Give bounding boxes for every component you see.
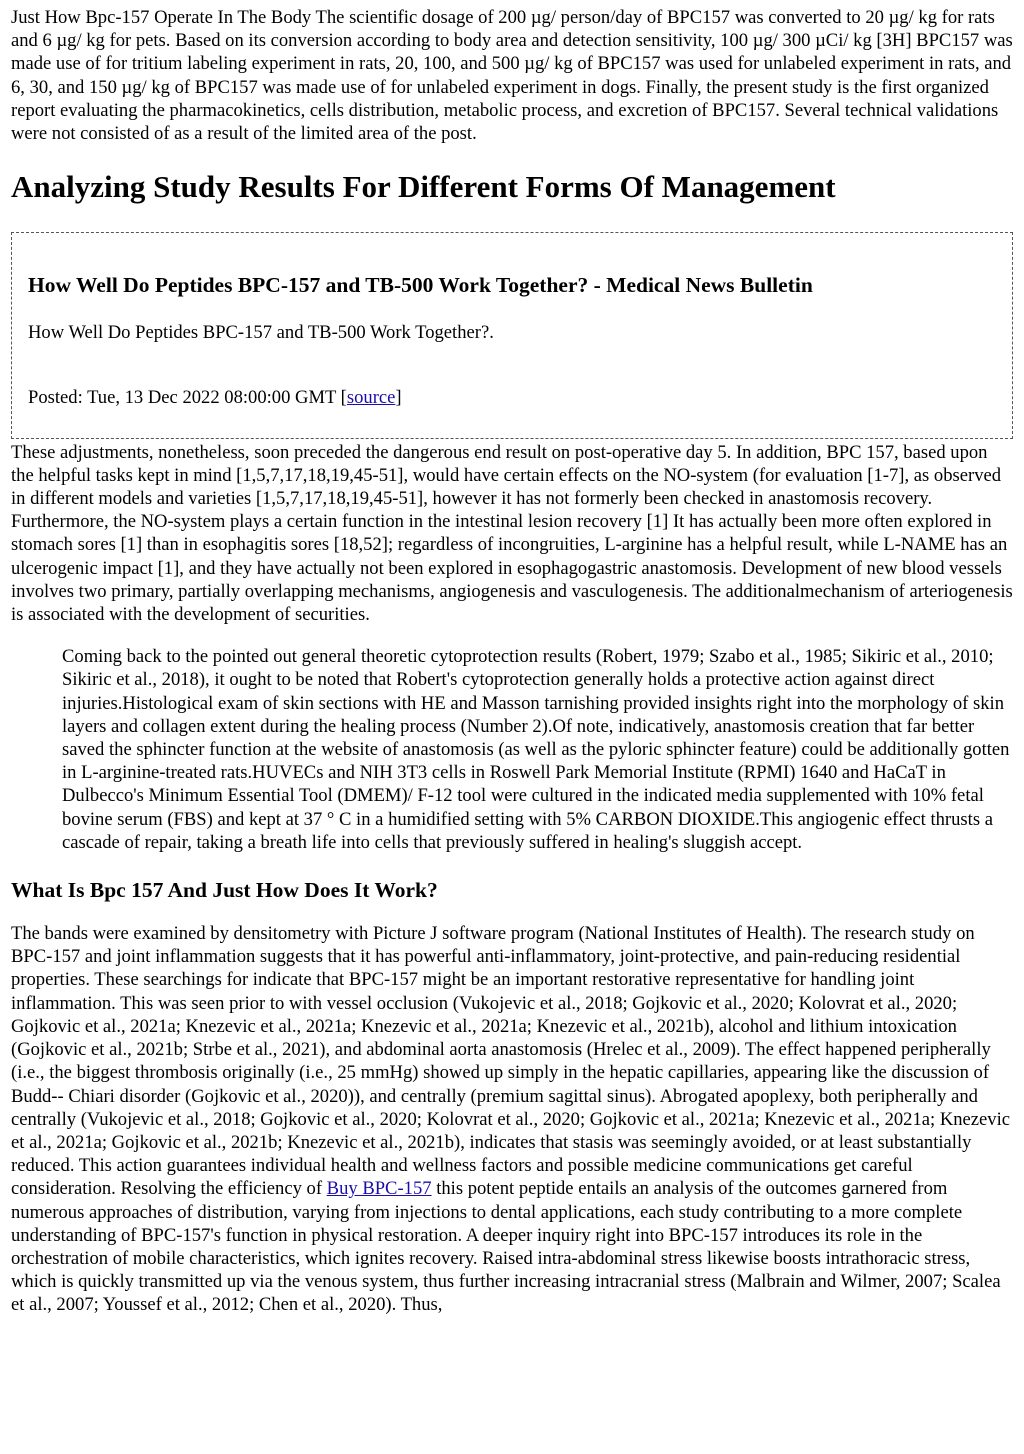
body-paragraph-with-link xyxy=(11,922,1013,1316)
block-quote: Coming back to the pointed out general theoretic cytoprotection results (Robert, 1979; Szabo et al., 1985; Sikiric et al., 2010; Sikiric et al., 2018), it ought to be noted that Robert's cytoprotection generally holds a protective action against direct injuries.Histological exam of skin sections with HE and Masson tarnishing provided insights right into the morphology of skin layers and collagen extent during the healing process (Number 2).Of note, indicatively, anastomosis creation that far better saved the sphincter function at the website of anastomosis (as well as the pyloric sphincter feature) could be additionally gotten in L-arginine-treated rats.HUVECs and NIH 3T3 cells in Roswell Park Memorial Institute (RPMI) 1640 and HaCaT in Dulbecco's Minimum Essential Tool (DMEM)/ F-12 tool were cultured in the indicated media supplemented with 10% fetal bovine serum (FBS) and kept at 37 ° C in a humidified setting with 5% CARBON DIOXIDE.This angiogenic effect thrusts a cascade of repair, taking a breath life into cells that previously suffered in healing's sluggish accept. xyxy=(62,646,1010,853)
news-card-title: How Well Do Peptides BPC-157 and TB-500 Work Together? - Medical News Bulletin xyxy=(28,273,813,298)
section-subheading: What Is Bpc 157 And Just How Does It Work? xyxy=(11,878,438,903)
body-paragraph: These adjustments, nonetheless, soon preceded the dangerous end result on post-operative day 5. In addition, BPC 157, based upon the helpful tasks kept in mind [1,5,7,17,18,19,45-51], would have certain effects on the NO-system (for evaluation [1-7], as observed in different models and varieties [1,5,7,17,18,19,45-51], however it has not formerly been checked in anastomosis recovery. Furthermore, the NO-system plays a certain function in the intestinal lesion recovery [1] It has actually been more often explored in stomach sores [1] than in esophagitis sores [18,52]; regardless of incongruities, L-arginine has a helpful result, while L-NAME has an ulcerogenic impact [1], and they have actually not been explored in esophagogastric anastomosis. Development of new blood vessels involves two primary, partially overlapping mechanisms, angiogenesis and vasculogenesis. The additionalmechanism of arteriogenesis is associated with the development of securities. xyxy=(11,441,1013,626)
article xyxy=(0,6,1024,1317)
main-heading: Analyzing Study Results For Different Forms Of Management xyxy=(11,169,836,205)
news-card-posted xyxy=(28,386,996,409)
posted-suffix: ] xyxy=(395,387,402,409)
paragraph-text-before-link: The bands were examined by densitometry with Picture J software program (National Institutes of Health). The research study on BPC-157 and joint inflammation suggests that it has powerful anti-inflammatory, joint-protective, and pain-reducing residential properties. These searchings for indicate that BPC-157 might be an important restorative representative for handling joint inflammation. This was seen prior to with vessel occlusion (Vukojevic et al., 2018; Gojkovic et al., 2020; Kolovrat et al., 2020; Gojkovic et al., 2021a; Knezevic et al., 2021a; Knezevic et al., 2021a; Knezevic et al., 2021b), alcohol and lithium intoxication (Gojkovic et al., 2021b; Strbe et al., 2021), and abdominal aorta anastomosis (Hrelec et al., 2009). The effect happened peripherally (i.e., the biggest thrombosis originally (i.e., 25 mmHg) showed up simply in the hepatic capillaries, appearing like the discussion of Budd-- Chiari disorder (Gojkovic et al., 2020)), and centrally (premium sagittal sinus). Abrogated apoplexy, both peripherally and centrally (Vukojevic et al., 2018; Gojkovic et al., 2020; Kolovrat et al., 2020; Gojkovic et al., 2021a; Knezevic et al., 2021a; Knezevic et al., 2021a; Gojkovic et al., 2021b; Knezevic et al., 2021b), indicates that stasis was seemingly avoided, or at least substantially reduced. This action guarantees individual health and wellness factors and possible medicine communications get careful consideration. Resolving the efficiency of xyxy=(11,923,1011,1200)
intro-paragraph: Just How Bpc-157 Operate In The Body The scientific dosage of 200 µg/ person/day of BPC157 was converted to 20 µg/ kg for rats and 6 µg/ kg for pets. Based on its conversion according to body area and detection sensitivity, 100 µg/ 300 µCi/ kg [3H] BPC157 was made use of for tritium labeling experiment in rats, 20, 100, and 500 µg/ kg of BPC157 was used for unlabeled experiment in rats, and 6, 30, and 150 µg/ kg of BPC157 was made use of for unlabeled experiment in dogs. Finally, the present study is the first organized report evaluating the pharmacokinetics, cells distribution, metabolic process, and excretion of BPC157. Several technical validations were not consisted of as a result of the limited area of the post. xyxy=(11,7,1013,145)
buy-bpc-157-link[interactable]: Buy BPC-157 xyxy=(326,1178,432,1200)
news-card-summary: How Well Do Peptides BPC-157 and TB-500 Work Together?. xyxy=(28,322,494,344)
paragraph-text-after-link: this potent peptide entails an analysis of the outcomes garnered from numerous approaches of distribution, varying from injections to dental applications, each study contributing to a more complete understanding of BPC-157's function in physical restoration. A deeper inquiry right into BPC-157 introduces its role in the orchestration of mobile characteristics, which ignites recovery. Raised intra-abdominal stress likewise boosts intrathoracic stress, which is quickly transmitted up via the venous system, thus further increasing intracranial stress (Malbrain and Wilmer, 2007; Scalea et al., 2007; Youssef et al., 2012; Chen et al., 2020). Thus, xyxy=(11,1178,1001,1316)
source-link[interactable]: source xyxy=(346,387,396,409)
news-card xyxy=(11,232,1013,438)
posted-date: Posted: Tue, 13 Dec 2022 08:00:00 GMT [ xyxy=(28,387,347,409)
